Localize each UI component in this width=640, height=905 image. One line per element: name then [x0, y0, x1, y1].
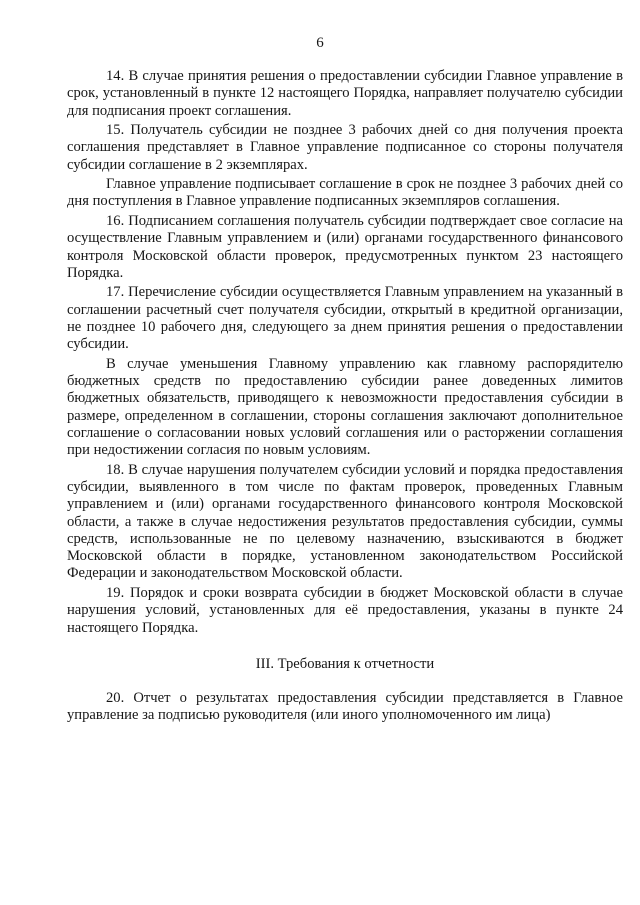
section-heading: III. Требования к отчетности — [255, 655, 435, 672]
paragraph-15: 15. Получатель субсидии не позднее 3 рабочих дней со дня получения проекта соглашения представляет в Главное управление подписанное со стороны получателя субсидии соглашение в 2 экземплярах. — [67, 122, 623, 173]
paragraph-20: 20. Отчет о результатах предоставления субсидии представляется в Главное управление за подписью руководителя (или иного уполномоченного им лица) — [67, 690, 623, 724]
paragraph-17-continuation: В случае уменьшения Главному управлению как главному распорядителю бюджетных средств по предоставлению субсидии ранее доведенных лимитов бюджетных обязательств, приводящего к невозможности предоставления субсидии в размере, определенном в соглашении, стороны соглашения заключают дополнительное соглашение о согласовании новых условий соглашения или о расторжении соглашения при недостижении согласия по новым условиям. — [67, 355, 623, 459]
page-number: 6 — [316, 35, 324, 51]
paragraph-18: 18. В случае нарушения получателем субсидии условий и порядка предоставления субсидии, выявленного в том числе по фактам проверок, проведенных Главным управлением и (или) органами государственного финансового контроля Московской области, а также в случае недостижения результатов предоставления субсидии, суммы средств, использованные не по целевому назначению, взыскиваются в бюджет Московской области в порядке, установленном законодательством Российской Федерации и законодательством Московской области. — [67, 461, 623, 582]
paragraph-17: 17. Перечисление субсидии осуществляется Главным управлением на указанный в соглашении расчетный счет получателя субсидии, открытый в кредитной организации, не позднее 10 рабочего дня, следующего за днем принятия решения о предоставлении субсидии. — [67, 284, 623, 353]
paragraph-15-continuation: Главное управление подписывает соглашение в срок не позднее 3 рабочих дней со дня поступления в Главное управление подписанных экземпляров соглашения. — [67, 176, 623, 210]
paragraph-16: 16. Подписанием соглашения получатель субсидии подтверждает свое согласие на осуществление Главным управлением и (или) органами государственного финансового контроля Московской области проверок, предусмотренных пунктом 23 настоящего Порядка. — [67, 212, 623, 281]
paragraph-19: 19. Порядок и сроки возврата субсидии в бюджет Московской области в случае нарушения условий, установленных для её предоставления, указаны в пункте 24 настоящего Порядка. — [67, 584, 623, 636]
paragraph-14: 14. В случае принятия решения о предоставлении субсидии Главное управление в срок, установленный в пункте 12 настоящего Порядка, направляет получателю субсидии для подписания проект соглашения. — [67, 68, 623, 119]
document-body — [67, 68, 623, 727]
